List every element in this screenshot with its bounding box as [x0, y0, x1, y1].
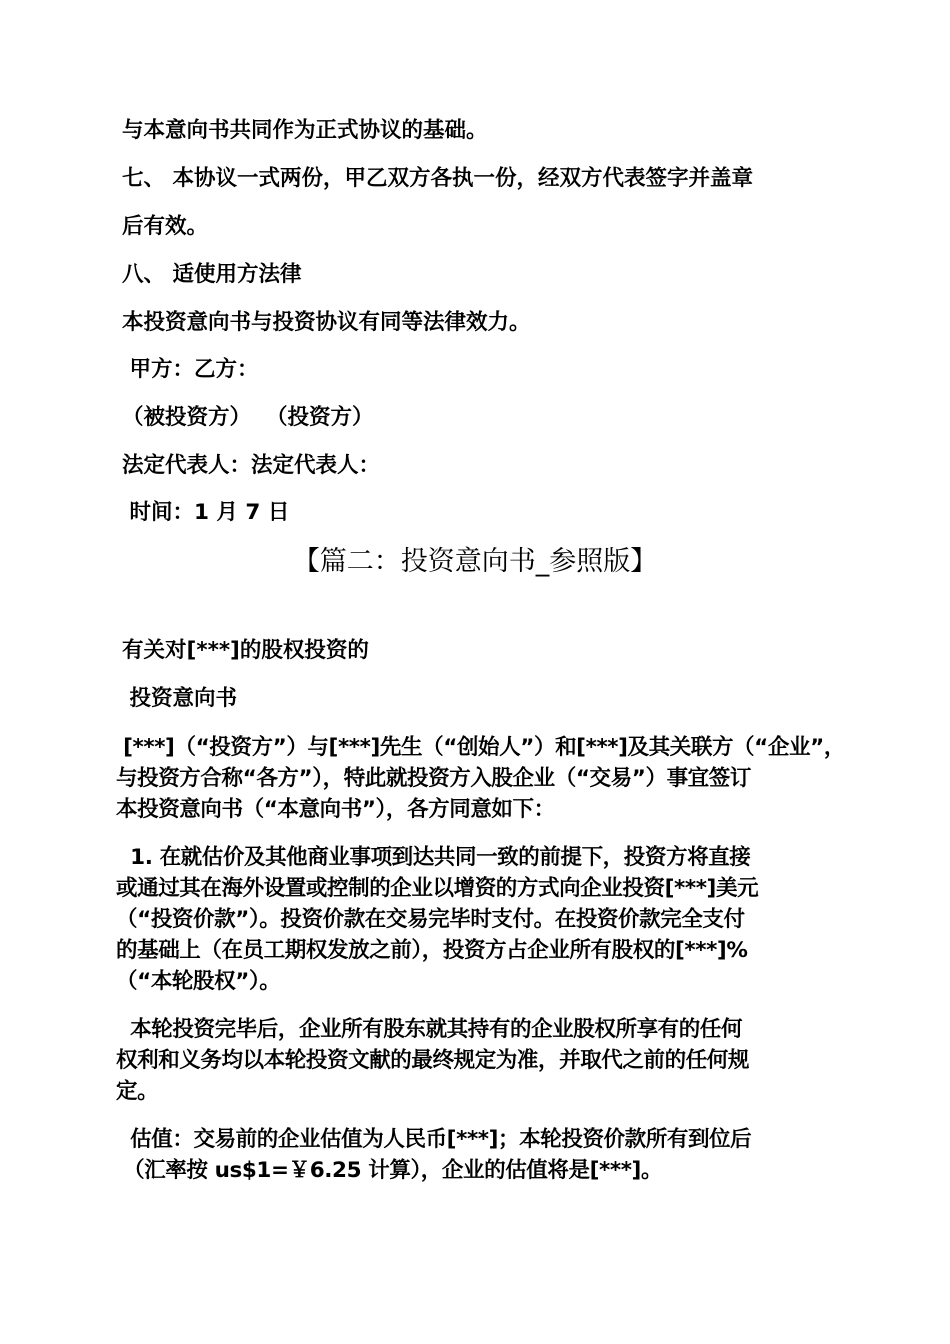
clause-seven-line2: 后有效。: [122, 214, 209, 239]
paragraph-line: 本投资意向书（“本意向书”），各方同意如下：: [116, 797, 555, 822]
date-line: 时间：1 月 7 日: [122, 500, 290, 525]
paragraph-line: 或通过其在海外设置或控制的企业以增资的方式向企业投资[***]美元: [116, 876, 759, 901]
paragraph-line: 权利和义务均以本轮投资文献的最终规定为准，并取代之前的任何规: [116, 1048, 750, 1073]
clause-seven-line1: 七、 本协议一式两份，甲乙双方各执一份，经双方代表签字并盖章: [122, 166, 753, 191]
paragraph-line: 估值：交易前的企业估值为人民币[***]；本轮投资价款所有到位后: [116, 1127, 752, 1152]
paragraph-line: （“本轮股权”）。: [116, 969, 281, 994]
doc-title-line1: 有关对[***]的股权投资的: [122, 638, 369, 663]
text-line-basis: 与本意向书共同作为正式协议的基础。: [122, 118, 488, 143]
paragraph-rights: [116, 1014, 856, 1107]
paragraph-intro: [116, 732, 856, 825]
paragraph-valuation: [116, 1124, 856, 1186]
party-roles: （被投资方） （投资方）: [122, 405, 374, 430]
section-heading: 【篇二：投资意向书_参照版】: [292, 546, 658, 577]
legal-effect-line: 本投资意向书与投资协议有同等法律效力。: [122, 310, 531, 335]
paragraph-line: 本轮投资完毕后，企业所有股东就其持有的企业股权所享有的任何: [116, 1017, 743, 1042]
legal-representatives: 法定代表人：法定代表人：: [122, 453, 381, 478]
paragraph-line: 的基础上（在员工期权发放之前），投资方占企业所有股权的[***]%: [116, 938, 748, 963]
paragraph-line: [***]（“投资方”）与[***]先生（“创始人”）和[***]及其关联方（“企业”，: [116, 735, 845, 760]
paragraph-investment: [116, 842, 856, 997]
doc-title-line2: 投资意向书: [122, 686, 237, 711]
paragraph-line: （“投资价款”）。投资价款在交易完毕时支付。在投资价款完全支付: [116, 907, 745, 932]
party-labels: 甲方：乙方：: [122, 357, 259, 382]
paragraph-line: （汇率按 us$1=￥6.25 计算），企业的估值将是[***]。: [116, 1158, 663, 1183]
paragraph-line: 定。: [116, 1079, 159, 1104]
paragraph-line: 与投资方合称“各方”），特此就投资方入股企业（“交易”）事宜签订: [116, 766, 751, 791]
paragraph-line: 1. 在就估价及其他商业事项到达共同一致的前提下，投资方将直接: [116, 845, 751, 870]
clause-eight-heading: 八、 适使用方法律: [122, 262, 302, 287]
